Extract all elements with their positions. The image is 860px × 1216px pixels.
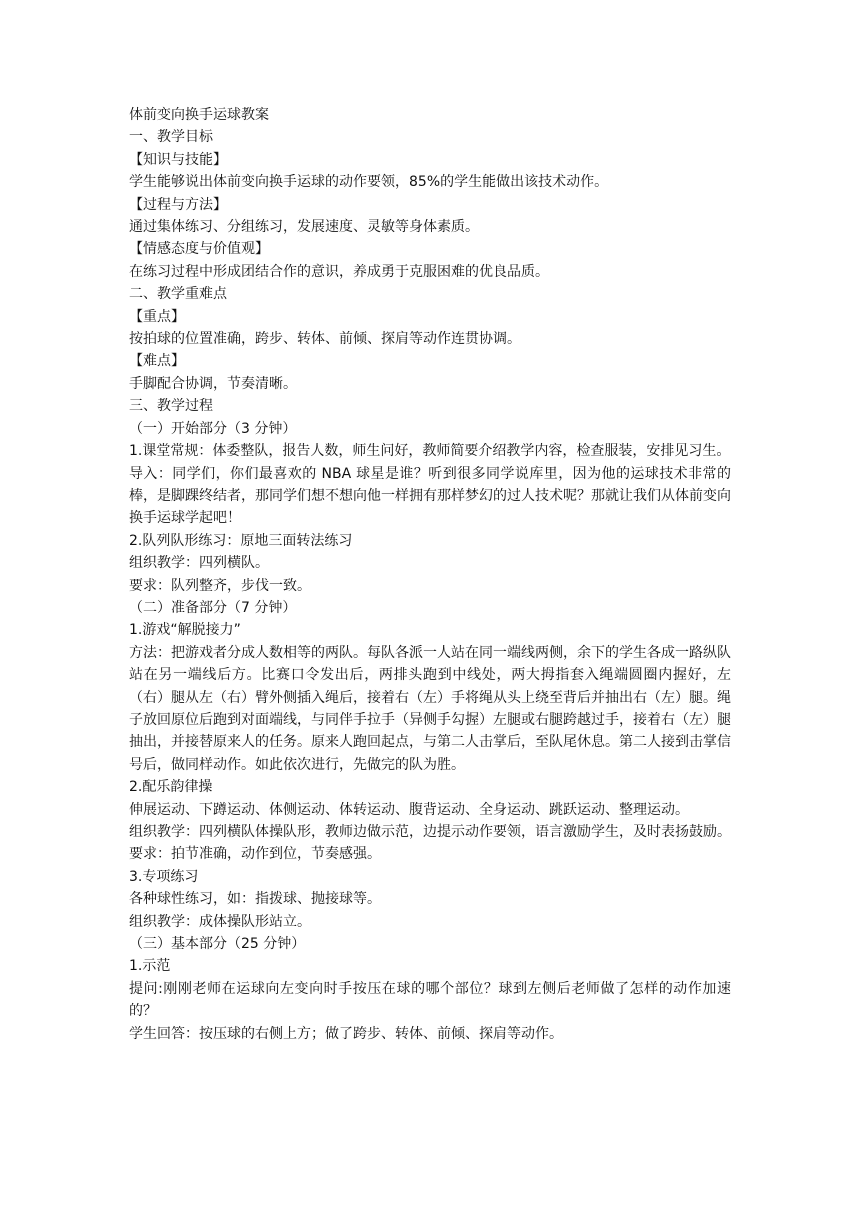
- paragraph-question: 提问:刚刚老师在运球向左变向时手按压在球的哪个部位？球到左侧后老师做了怎样的动作加速的？: [129, 980, 731, 1020]
- subheading-focus: 【重点】: [129, 308, 185, 325]
- subheading-difficulty: 【难点】: [129, 353, 185, 370]
- subheading-process: 【过程与方法】: [129, 196, 227, 213]
- section-heading-process: 三、教学过程: [129, 398, 213, 415]
- document-body: [129, 104, 731, 1045]
- paragraph-organization-1: 组织教学：四列横队。: [129, 555, 269, 572]
- section-heading-objectives: 一、教学目标: [129, 129, 213, 146]
- paragraph-requirement-1: 要求：队列整齐，步伐一致。: [129, 577, 311, 594]
- paragraph-focus: 按拍球的位置准确，跨步、转体、前倾、探肩等动作连贯协调。: [129, 331, 521, 348]
- paragraph-routine: 1.课堂常规：体委整队，报告人数，师生问好，教师简要介绍教学内容，检查服装，安排见习生。: [129, 443, 731, 460]
- paragraph-attitude: 在练习过程中形成团结合作的意识，养成勇于克服困难的优良品质。: [129, 263, 549, 280]
- paragraph-process: 通过集体练习、分组练习，发展速度、灵敏等身体素质。: [129, 219, 479, 236]
- part-heading-start: （一）开始部分（3 分钟）: [129, 420, 297, 437]
- subheading-attitude: 【情感态度与价值观】: [129, 241, 269, 258]
- item-formation: 2.队列队形练习：原地三面转法练习: [129, 532, 353, 549]
- part-heading-basic: （三）基本部分（25 分钟）: [129, 936, 306, 953]
- paragraph-intro: 导入：同学们，你们最喜欢的 NBA 球星是谁？听到很多同学说库里，因为他的运球技术非常的棒，是脚踝终结者，那同学们想不想向他一样拥有那样梦幻的过人技术呢？那就让我们从体前变向换手运球学起吧！: [129, 465, 731, 527]
- paragraph-requirement-2: 要求：拍节准确，动作到位，节奏感强。: [129, 846, 381, 863]
- paragraph-organization-3: 组织教学：成体操队形站立。: [129, 913, 311, 930]
- item-special-practice: 3.专项练习: [129, 868, 199, 885]
- part-heading-preparation: （二）准备部分（7 分钟）: [129, 599, 297, 616]
- paragraph-knowledge: 学生能够说出体前变向换手运球的动作要领，85%的学生能做出该技术动作。: [129, 174, 609, 191]
- paragraph-game-method: 方法：把游戏者分成人数相等的两队。每队各派一人站在同一端线两侧，余下的学生各成一路纵队站在另一端线后方。比赛口令发出后，两排头跑到中线处，两大拇指套入绳端圆圈内握好，左（右）腿从左（右）臂外侧插入绳后，接着右（左）手将绳从头上绕至背后并抽出右（左）腿。绳子放回原位后跑到对面端线，与同伴手拉手（异侧手勾握）左腿或右腿跨越过手，接着右（左）腿抽出，并接替原来人的任务。原来人跑回起点，与第二人击掌后，至队尾休息。第二人接到击掌信号后，做同样动作。如此依次进行，先做完的队为胜。: [129, 644, 731, 773]
- paragraph-exercise-list: 伸展运动、下蹲运动、体侧运动、体转运动、腹背运动、全身运动、跳跃运动、整理运动。: [129, 801, 689, 818]
- paragraph-difficulty: 手脚配合协调，节奏清晰。: [129, 375, 297, 392]
- item-game: 1.游戏“解脱接力”: [129, 622, 241, 639]
- item-demonstration: 1.示范: [129, 958, 171, 975]
- item-rhythm-exercise: 2.配乐韵律操: [129, 779, 213, 796]
- paragraph-answer: 学生回答：按压球的右侧上方；做了跨步、转体、前倾、探肩等动作。: [129, 1025, 563, 1042]
- section-heading-keypoints: 二、教学重难点: [129, 286, 227, 303]
- paragraph-ball-drills: 各种球性练习，如：指拨球、抛接球等。: [129, 891, 381, 908]
- document-title: 体前变向换手运球教案: [129, 107, 269, 123]
- paragraph-organization-2: 组织教学：四列横队体操队形，教师边做示范，边提示动作要领，语言激励学生，及时表扬鼓励。: [129, 824, 731, 840]
- subheading-knowledge: 【知识与技能】: [129, 151, 227, 168]
